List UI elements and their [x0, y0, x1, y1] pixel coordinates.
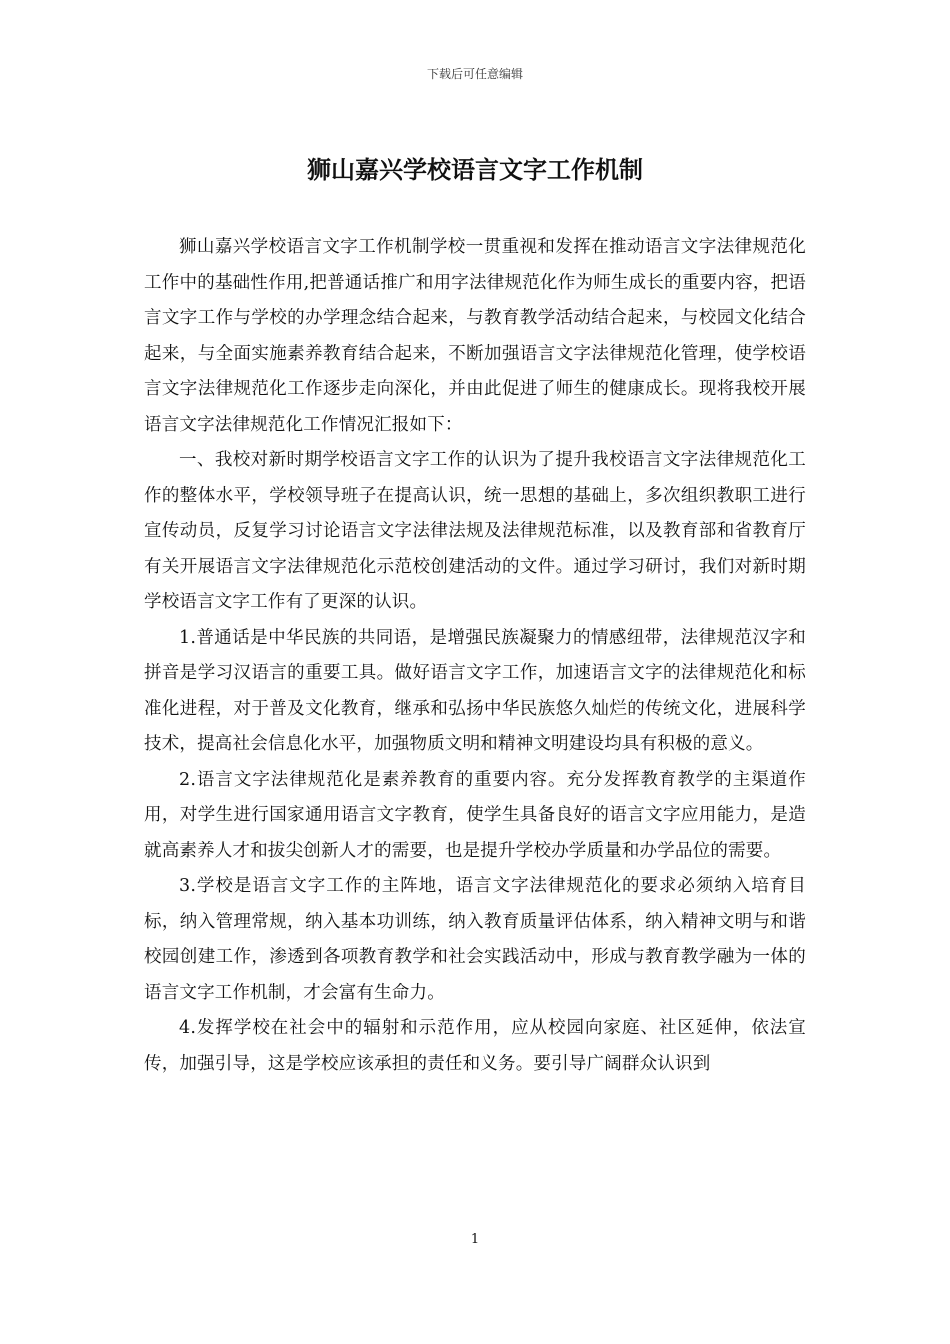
- document-body: [144, 230, 806, 1082]
- header-note: 下载后可任意编辑: [426, 67, 523, 81]
- page-number: 1: [470, 1232, 480, 1247]
- paragraph-point-1: 1.普通话是中华民族的共同语，是增强民族凝聚力的情感纽带，法律规范汉字和拼音是学习汉语言的重要工具。做好语言文字工作，加速语言文字的法律规范化和标准化进程，对于普及文化教育，继承和弘扬中华民族悠久灿烂的传统文化，进展科学技术，提高社会信息化水平，加强物质文明和精神文明建设均具有积极的意义。: [144, 627, 806, 754]
- document-title: 狮山嘉兴学校语言文字工作机制: [307, 156, 643, 184]
- paragraph-point-3: 3.学校是语言文字工作的主阵地，语言文字法律规范化的要求必须纳入培育目标，纳入管理常规，纳入基本功训练，纳入教育质量评估体系，纳入精神文明与和谐校园创建工作，渗透到各项教育教学和社会实践活动中，形成与教育教学融为一体的语言文字工作机制，才会富有生命力。: [144, 876, 806, 1003]
- paragraph-intro: 狮山嘉兴学校语言文字工作机制学校一贯重视和发挥在推动语言文字法律规范化工作中的基础性作用,把普通话推广和用字法律规范化作为师生成长的重要内容，把语言文字工作与学校的办学理念结合起来，与教育教学活动结合起来，与校园文化结合起来，与全面实施素养教育结合起来，不断加强语言文字法律规范化管理，使学校语言文字法律规范化工作逐步走向深化，并由此促进了师生的健康成长。现将我校开展语言文字法律规范化工作情况汇报如下：: [144, 237, 806, 435]
- paragraph-point-2: 2.语言文字法律规范化是素养教育的重要内容。充分发挥教育教学的主渠道作用，对学生进行国家通用语言文字教育，使学生具备良好的语言文字应用能力，是造就高素养人才和拔尖创新人才的需要，也是提升学校办学质量和办学品位的需要。: [144, 769, 806, 861]
- paragraph-section-1: 一、我校对新时期学校语言文字工作的认识为了提升我校语言文字法律规范化工作的整体水平，学校领导班子在提高认识，统一思想的基础上，多次组织教职工进行宣传动员，反复学习讨论语言文字法律法规及法律规范标准，以及教育部和省教育厅有关开展语言文字法律规范化示范校创建活动的文件。通过学习研讨，我们对新时期学校语言文字工作有了更深的认识。: [144, 450, 806, 612]
- paragraph-point-4: 4.发挥学校在社会中的辐射和示范作用，应从校园向家庭、社区延伸，依法宣传，加强引导，这是学校应该承担的责任和义务。要引导广阔群众认识到: [144, 1018, 806, 1074]
